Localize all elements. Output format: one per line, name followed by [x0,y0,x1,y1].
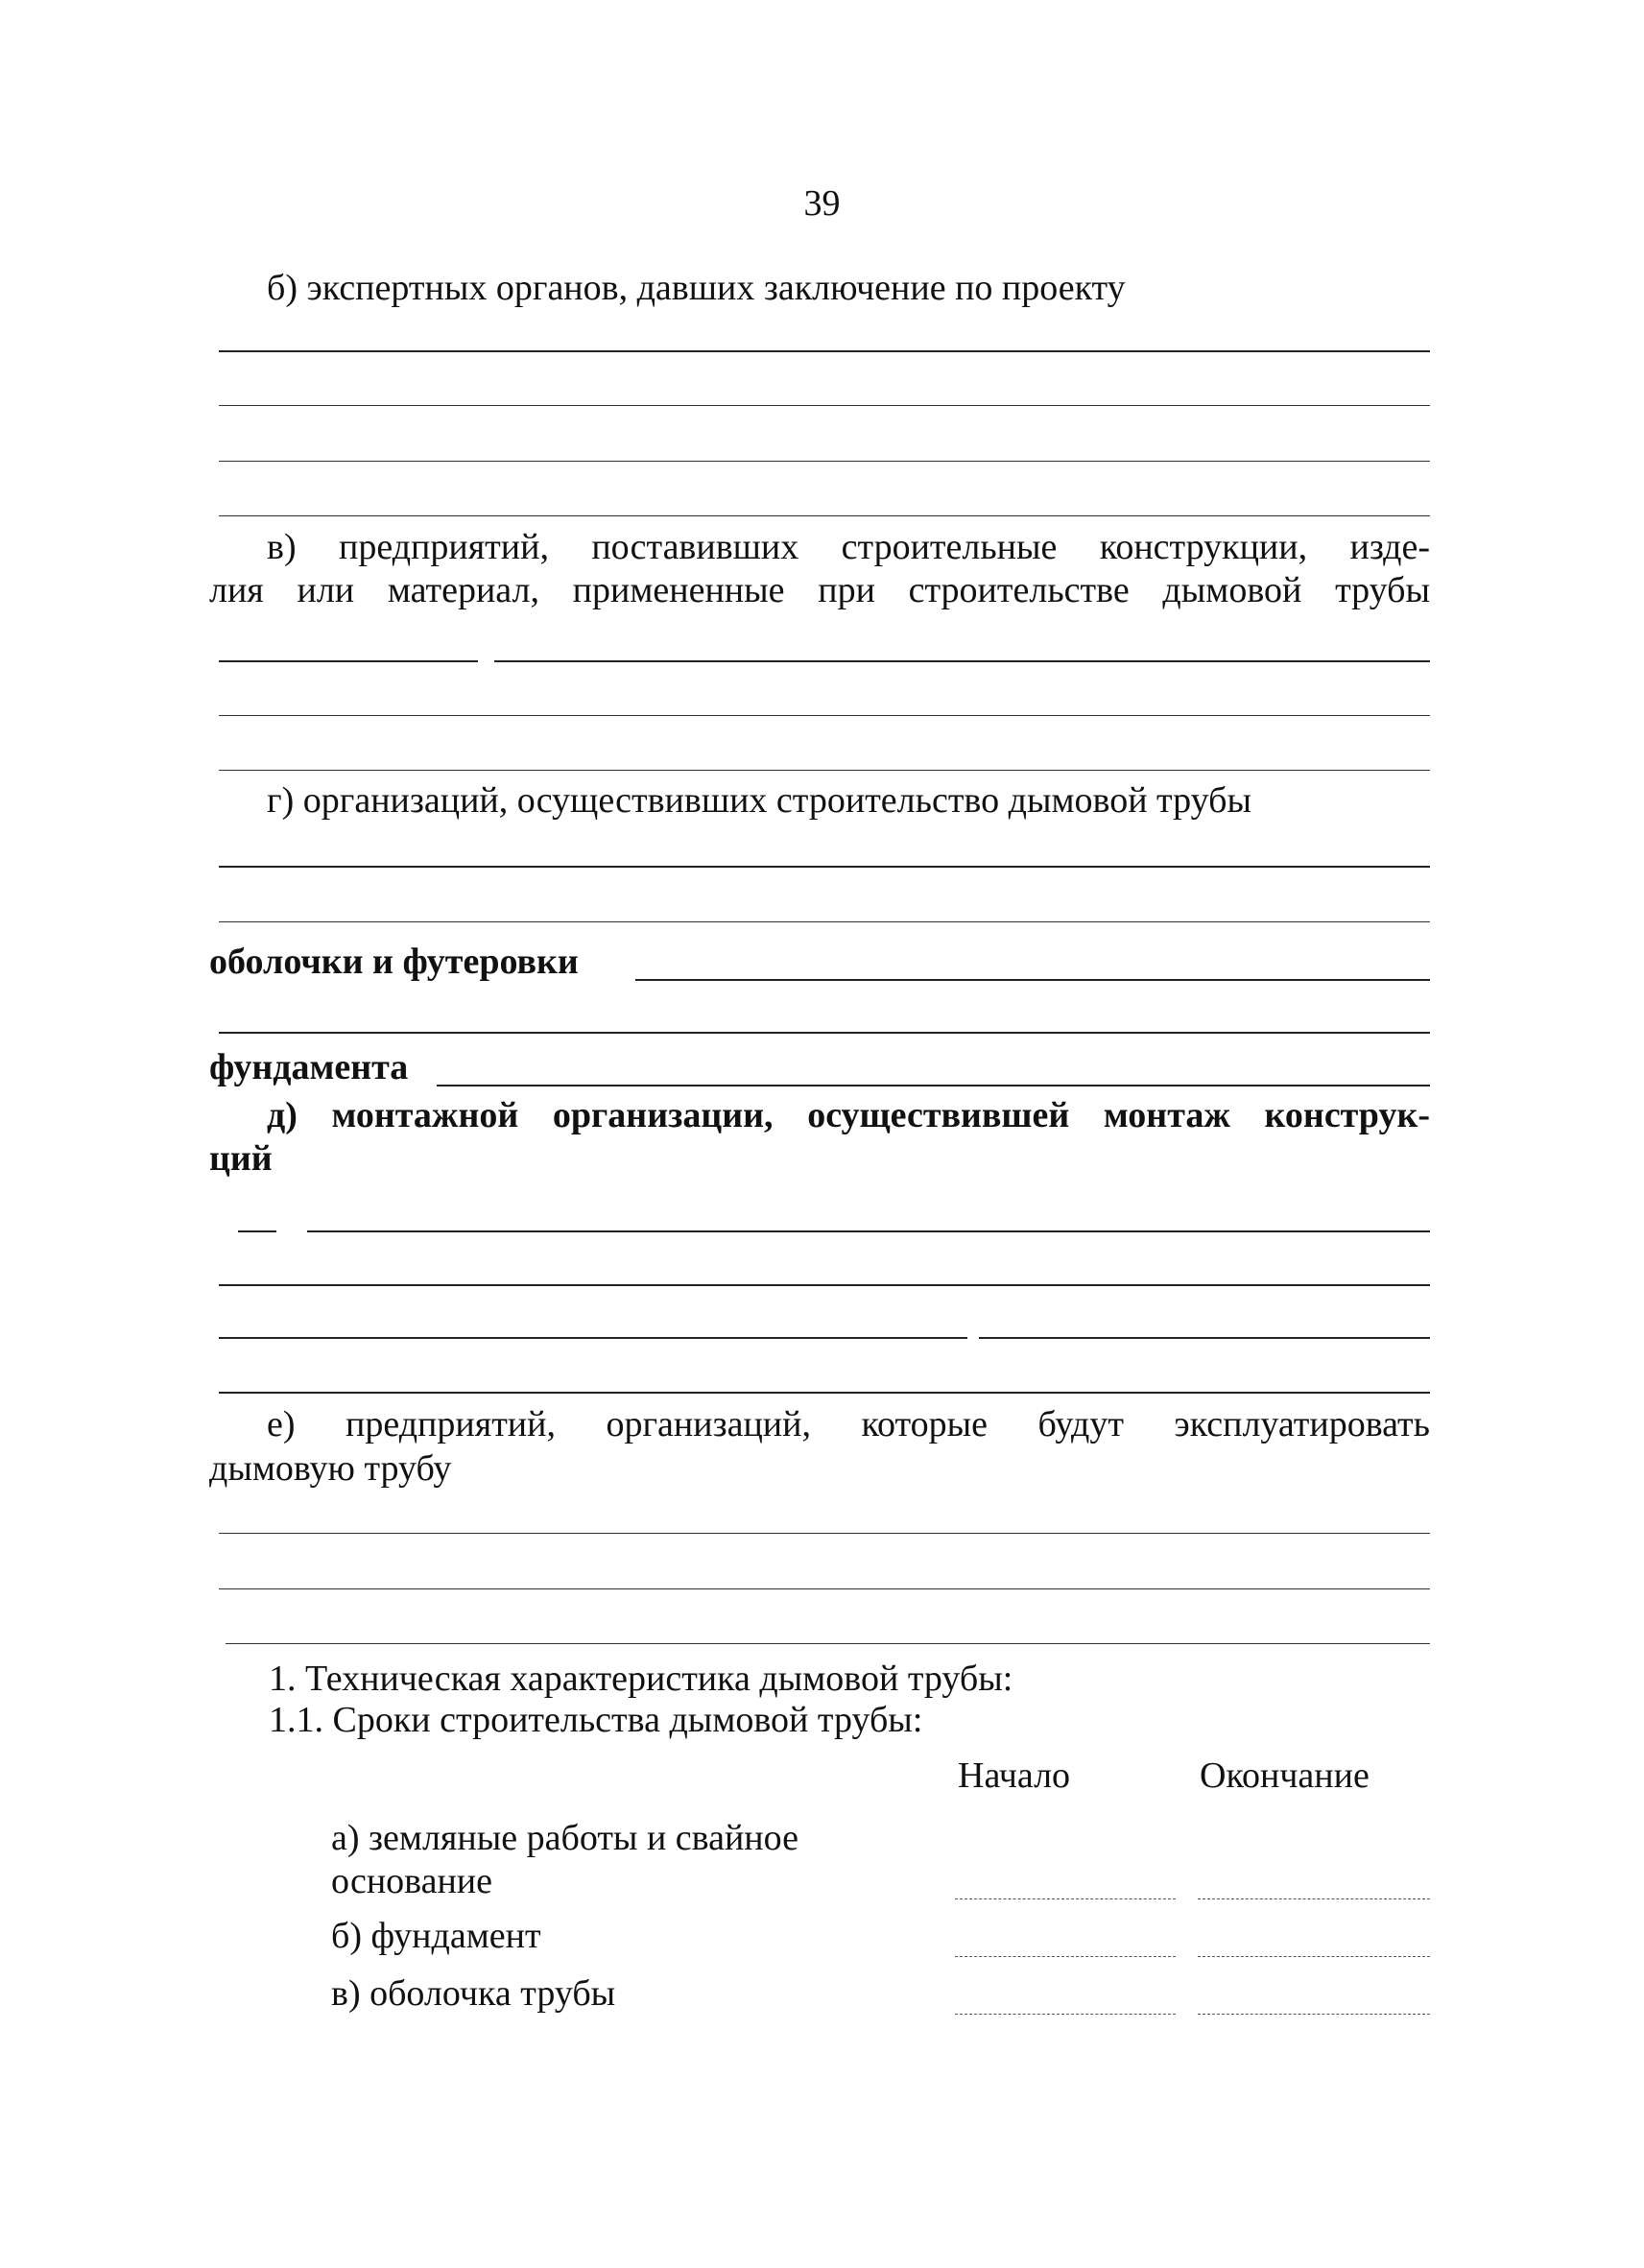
date-field-start [955,1956,1176,1957]
fill-line [219,1588,1430,1589]
section-b-text: б) экспертных органов, давших заключение по проекту [267,268,1126,308]
fill-line [219,1392,1430,1394]
section-v-line1: в) предприятий, поставивших строительные конструкции, изде- [267,527,1430,567]
shell-label: оболочки и футеровки [209,942,579,982]
fill-line [238,1230,276,1232]
fill-line [219,405,1430,406]
fill-line [219,770,1430,771]
heading-1-1: 1.1. Сроки строительства дымовой трубы: [269,1700,923,1740]
fill-line [219,1533,1430,1534]
section-e-line1: е) предприятий, организаций, которые будут эксплуатировать [267,1404,1430,1444]
date-field-end [1198,1956,1430,1957]
page-number: 39 [803,183,841,224]
section-v-line2: лия или материал, примененные при строительстве дымовой трубы [209,570,1430,610]
section-g-text: г) организаций, осуществивших строительство дымовой трубы [267,780,1251,821]
section-d-line1: д) монтажной организации, осуществившей монтаж конструк- [267,1095,1430,1135]
date-field-end [1198,1898,1430,1899]
column-header-start: Начало [958,1755,1071,1796]
heading-1: 1. Техническая характеристика дымовой трубы: [269,1659,1013,1699]
date-field-end [1198,2014,1430,2015]
table-row-label: в) оболочка трубы [331,1973,616,2014]
fill-line [979,1337,1430,1339]
section-e-line2: дымовую трубу [209,1448,452,1489]
table-row-label: а) земляные работы и свайное [331,1818,798,1858]
fill-line [226,1643,1430,1644]
foundation-label: фундамента [209,1047,409,1087]
fill-line [219,715,1430,716]
fill-line [219,515,1430,516]
fill-line [219,461,1430,462]
table-row-label: б) фундамент [331,1916,541,1956]
date-field-start [955,1898,1176,1899]
fill-line [219,1032,1430,1034]
fill-line [219,921,1430,922]
table-row-label: основание [331,1861,492,1901]
fill-line [635,979,1430,981]
fill-line [494,660,1430,662]
fill-line [219,866,1430,868]
fill-line [219,1337,967,1339]
fill-line [219,1284,1430,1286]
fill-line [307,1230,1430,1232]
fill-line [219,350,1430,352]
date-field-start [955,2014,1176,2015]
fill-line [437,1085,1430,1086]
fill-line [219,660,478,662]
section-d-line2: ций [209,1138,273,1179]
column-header-end: Окончание [1200,1755,1370,1796]
